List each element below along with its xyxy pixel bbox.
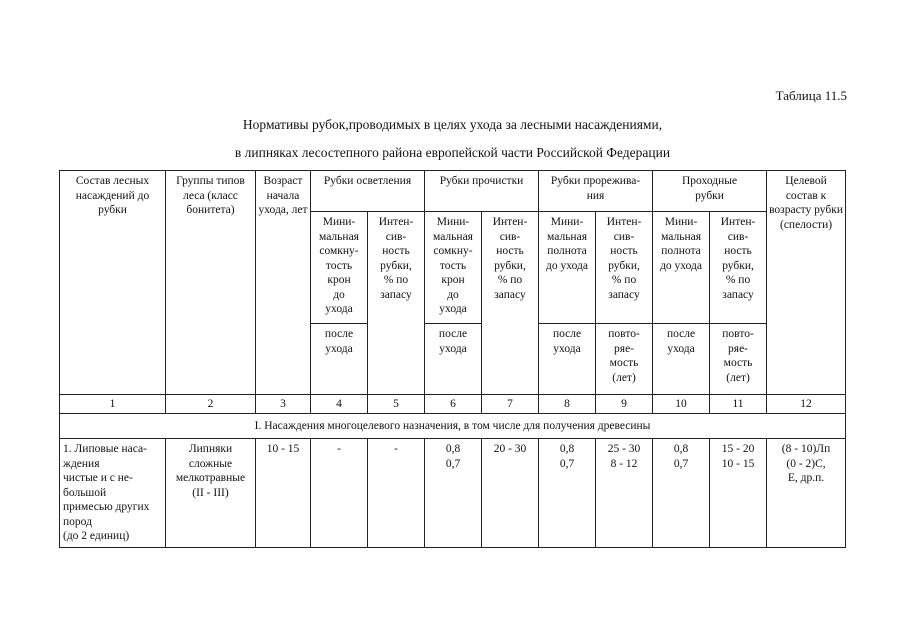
header-start-age: Возраст начала ухода, лет [256, 171, 311, 395]
header-intensity-prohod: Интен- сив- ность рубки, % по запасу [710, 212, 767, 324]
cell-prorezh-fullness: 0,8 0,7 [539, 439, 596, 548]
norms-table [59, 170, 846, 548]
table-title-line-2: в липняках лесостепного района европейской части Российской Федерации [234, 145, 671, 160]
column-number: 7 [482, 395, 539, 414]
column-number: 10 [653, 395, 710, 414]
cell-proch-intensity: 20 - 30 [482, 439, 539, 548]
section-title: I. Насаждения многоцелевого назначения, в том числе для получения древесины [60, 414, 846, 439]
cell-proch-density: 0,8 0,7 [425, 439, 482, 548]
cell-target-composition: (8 - 10)Лп (0 - 2)С, Е, др.п. [767, 439, 846, 548]
header-group-prorezhivanie: Рубки прорежива- ния [539, 171, 653, 212]
column-number: 1 [60, 395, 166, 414]
section-row [60, 414, 846, 439]
table-caption: Таблица 11.5 [775, 88, 847, 103]
column-number: 11 [710, 395, 767, 414]
header-forest-type-groups: Группы типов леса (класс бонитета) [166, 171, 256, 395]
column-number: 3 [256, 395, 311, 414]
header-after-care-prorezh: после ухода [539, 324, 596, 395]
header-group-prohodnye: Проходные рубки [653, 171, 767, 212]
header-repeat-prohod: повто- ряе- мость (лет) [710, 324, 767, 395]
header-intensity-osv: Интен- сив- ность рубки, % по запасу [368, 212, 425, 395]
column-number-row [60, 395, 846, 414]
cell-prorezh-intensity: 25 - 30 8 - 12 [596, 439, 653, 548]
cell-start-age: 10 - 15 [256, 439, 311, 548]
header-intensity-proch: Интен- сив- ность рубки, % по запасу [482, 212, 539, 395]
header-target-composition: Целевой состав к возрасту рубки (спелости) [767, 171, 846, 395]
cell-osv-intensity: - [368, 439, 425, 548]
cell-forest-type: Липняки сложные мелкотравные (II - III) [166, 439, 256, 548]
header-min-fullness-prorezh: Мини- мальная полнота до ухода [539, 212, 596, 324]
header-after-care-osv: после ухода [311, 324, 368, 395]
column-number: 12 [767, 395, 846, 414]
header-after-care-prohod: после ухода [653, 324, 710, 395]
header-composition: Состав лесных насаждений до рубки [60, 171, 166, 395]
column-number: 9 [596, 395, 653, 414]
cell-composition: 1. Липовые наса- ждения чистые и с не- большой примесью других пород (до 2 единиц) [60, 439, 166, 548]
header-after-care-proch: после ухода [425, 324, 482, 395]
table-row [60, 439, 846, 548]
column-number: 8 [539, 395, 596, 414]
cell-prohod-fullness: 0,8 0,7 [653, 439, 710, 548]
table-title-line-1: Нормативы рубок,проводимых в целях ухода за лесными насаждениями, [242, 117, 663, 132]
cell-prohod-intensity: 15 - 20 10 - 15 [710, 439, 767, 548]
header-row-1 [60, 171, 846, 212]
header-intensity-prorezh: Интен- сив- ность рубки, % по запасу [596, 212, 653, 324]
header-repeat-prorezh: повто- ряе- мость (лет) [596, 324, 653, 395]
column-number: 4 [311, 395, 368, 414]
header-group-osvetlenie: Рубки осветления [311, 171, 425, 212]
column-number: 6 [425, 395, 482, 414]
header-min-density-osv: Мини- мальная сомкну- тость крон до ухода [311, 212, 368, 324]
header-min-density-proch: Мини- мальная сомкну- тость крон до ухода [425, 212, 482, 324]
cell-osv-density: - [311, 439, 368, 548]
column-number: 2 [166, 395, 256, 414]
header-min-fullness-prohod: Мини- мальная полнота до ухода [653, 212, 710, 324]
column-number: 5 [368, 395, 425, 414]
header-group-prochistka: Рубки прочистки [425, 171, 539, 212]
